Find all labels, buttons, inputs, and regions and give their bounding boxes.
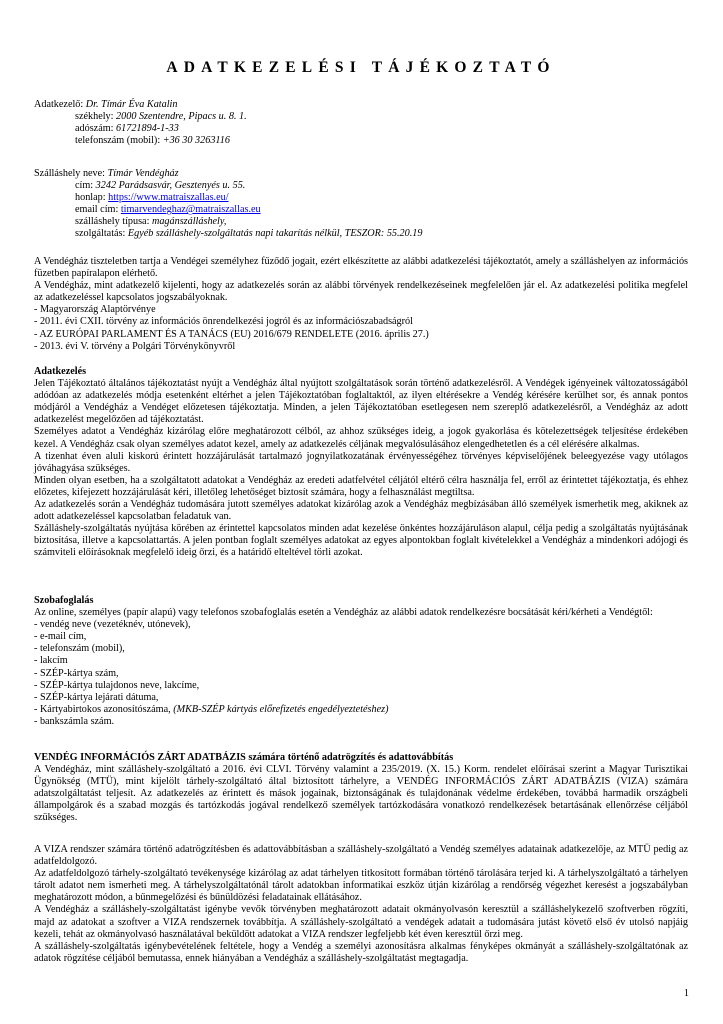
section-viza [34,752,688,825]
section-heading: Szobafoglalás [34,595,94,606]
list-item: - SZÉP-kártya lejárati dátuma, [34,691,159,703]
law-item: - Magyarország Alaptörvénye [34,304,156,316]
list-item: - SZÉP-kártya tulajdonos neve, lakcíme, [34,679,200,691]
list-item: - SZÉP-kártya szám, [34,667,119,679]
list-item: - lakcím [34,655,68,667]
list-item-note: (MKB-SZÉP kártyás előrefizetés engedélyeztetéshez) [173,703,389,715]
tax-label: adószám: [75,123,117,135]
law-item: - AZ EURÓPAI PARLAMENT ÉS A TANÁCS (EU) 2016/679 RENDELETE (2016. április 27.) [34,328,429,340]
section-heading: VENDÉG INFORMÁCIÓS ZÁRT ADATBÁZIS számára történő adatrögzítés és adattovábbítás [34,752,454,763]
paragraph: Jelen Tájékoztató általános tájékoztatást nyújt a Vendégház által nyújtott szolgáltatások során történő adatkezelésről. A Vendégek igényeinek változatosságából adódóan az adatkezelés módja esetenként eltérhet a jelen Tájékoztatóban foglaltaktól, az ilyen eltérésekre a Vendég kérésére kerülhet sor, és annak pontos módjáról a Vendégház a Vendéget előzetesen tájékoztatja. Minden, a jelen Tájékoztatóban esetlegesen nem szereplő adatkezelésről, a Vendégház az adott adatkezelést megelőzően ad tájékoztatást. [34,378,688,426]
paragraph: A tizenhat éven aluli kiskorú érintett hozzájárulását tartalmazó jognyilatkozatának érvényességéhez törvényes képviselőjének beleegyezése vagy utólagos jóváhagyása szükséges. [34,450,688,474]
paragraph: A VIZA rendszer számára történő adatrögzítésben és adattovábbításban a szálláshely-szolgáltató a Vendég személyes adatainak adatkezelője, az MTÜ pedig az adatfeldolgozó. [34,844,688,868]
paragraph: Az online, személyes (papír alapú) vagy telefonos szobafoglalás esetén a Vendégház az alábbi adatok rendelkezésre bocsátását kéri/kérheti a Vendégtől: [34,607,653,619]
lodging-block [34,168,688,241]
service-label: szolgáltatás: [75,228,128,240]
list-item [34,704,688,716]
lodging-name-label: Szálláshely neve: [34,168,108,179]
controller-name: Dr. Tímár Éva Katalin [85,99,178,110]
website-label: honlap: [75,192,109,204]
section-szobafoglalas [34,595,688,728]
page-number: 1 [683,988,689,999]
law-item: - 2013. évi V. törvény a Polgári Törvénykönyvről [34,340,236,352]
paragraph: Minden olyan esetben, ha a szolgáltatott adatokat a Vendégház az eredeti adatfelvétel céljától eltérő célra használja fel, erről az érintettet tájékoztatja, és ehhez előzetes, kifejezett hozzájárulását kéri, illetőleg lehetőséget biztosít számára, hogy a felhasználást megtiltsa. [34,474,688,498]
intro-paragraph-1: A Vendégház tiszteletben tartja a Vendégei személyhez fűződő jogait, ezért elkészítette az alábbi adatkezelési tájékoztatót, amely a szálláshelyen az információs füzetben papíralapon elérhető. [34,256,688,280]
intro-section [34,256,688,353]
website-link[interactable]: https://www.matraiszallas.eu/ [108,192,229,204]
controller-label: Adatkezelő: [34,99,86,110]
paragraph: Az adatkezelés során a Vendégház tudomására jutott személyes adatokat kizárólag azok a Vendégház megbízásában álló személyek ismerhetik meg, akiknek az adott adatkezeléssel kapcsolatban feladatuk van. [34,499,688,523]
tax-value: 61721894-1-33 [116,123,179,135]
paragraph: A Vendégház, mint szálláshely-szolgáltató a 2016. évi CLVI. Törvény valamint a 235/2019. (X. 15.) Korm. rendelet előírásai szerint a Magyar Turisztikai Ügynökség (MTÜ), mint kijelölt tárhely-szolgáltató által biztosított tárhelyre, a VENDÉG INFORMÁCIÓS ZÁRT ADATBÁZIS (VIZA) számára adatszolgáltatást teljesít. Az adatkezelés az érintett és mások jogainak, biztonságának és tulajdonának védelme érdekében, továbbá harmadik országbeli állampolgárok és a szabad mozgás és tartózkodás jogával rendelkező személyek tartózkodására vonatkozó rendelkezések betartásának ellenőrzése céljából szükséges. [34,764,688,824]
section-viza-continued [34,844,688,965]
page-title: ADATKEZELÉSI TÁJÉKOZTATÓ [166,59,556,76]
type-label: szálláshely típusa: [75,216,152,228]
phone-label: telefonszám (mobil): [75,135,163,147]
paragraph: Az adatfeldolgozó tárhely-szolgáltató tevékenysége kizárólag az adat tárhelyen titkosított formában történő tárolására terjed ki. A tárhelyszolgáltató a tárhelyen tárolt adatot nem ismerheti meg. A tárhelyszolgáltatónál tárolt adatokban informatikai eszköz útján kizárólag a rendőrség végezhet keresést a jogszabályban meghatározott módon, a bűnmegelőzési és bűnüldözési feladatainak ellátásához. [34,868,688,904]
phone-value: +36 30 3263116 [162,135,230,147]
email-label: email cím: [75,204,121,216]
list-item: - e-mail cím, [34,631,87,643]
paragraph: A szálláshely-szolgáltatás igénybevételének feltétele, hogy a Vendég a személyi azonosításra alkalmas fényképes okmányát a szálláshely-szolgáltatónak az adatok rögzítése céljából bemutassa, ennek hiányában a Vendégház a szálláshely-szolgáltatást megtagadja. [34,940,688,964]
law-item: - 2011. évi CXII. törvény az információs önrendelkezési jogról és az információszabadságról [34,316,413,328]
list-item: - telefonszám (mobil), [34,643,125,655]
seat-value: 2000 Szentendre, Pipacs u. 8. 1. [116,111,247,123]
list-item-text: - Kártyabirtokos azonosítószáma, [34,703,174,715]
type-value: magánszálláshely, [151,216,227,228]
section-adatkezeles [34,366,688,560]
list-item: - vendég neve (vezetéknév, utónevek), [34,619,191,631]
intro-paragraph-2: A Vendégház, mint adatkezelő kijelenti, hogy az adatkezelés során az alábbi törvények rendelkezéseinek megfelelően jár el. Az adatkezelési politika megfelel az adatkezeléssel kapcsolatos jogszabályoknak. [34,280,688,304]
lodging-name: Tímár Vendégház [107,168,179,179]
section-heading: Adatkezelés [34,366,87,377]
paragraph: A Vendégház a szálláshely-szolgáltatást igénybe vevők törvényben meghatározott adatait okmányolvasón keresztül a szálláshelykezelő szoftverben rögzíti, majd az adatokat a szoftver a VIZA rendszernek továbbítja. A szálláshely-szolgáltató a vendégek adatait a tudomására jutást követő első év utolsó napjáig kezeli, tehát az okmányolvasó használatával beküldött adatokat a VIZA rendszer legfeljebb két éven keresztül őrzi meg. [34,904,688,940]
list-item: - bankszámla szám. [34,715,115,727]
email-link[interactable]: timarvendeghaz@matraiszallas.eu [120,204,261,216]
paragraph: Szálláshely-szolgáltatás nyújtása körében az érintettel kapcsolatos minden adat kezelése önkéntes hozzájáruláson alapul, célja pedig a szolgáltatás nyújtásának biztosítása, illetve a kapcsolattartás. A jelen pontban foglalt személyes adatokat az egyes alpontokban foglalt kivételekkel a Vendégház a mindenkori adójogi és számviteli előírásoknak megfelelő ideig őrzi, és a határidő elteltével törli azokat. [34,523,688,559]
controller-block [34,99,688,147]
service-value: Egyéb szálláshely-szolgáltatás napi takarítás nélkül, TESZOR: 55.20.19 [127,228,423,240]
seat-label: székhely: [75,111,117,123]
paragraph: Személyes adatot a Vendégház kizárólag előre meghatározott célból, az ahhoz szükséges ideig, a jogok gyakorlása és kötelezettségek teljesítése érdekében kezel. A Vendégház csak olyan személyes adatot kezel, amely az adatkezelés céljának megvalósulásához elengedhetetlen és a cél elérésére alkalmas. [34,426,688,450]
address-value: 3242 Parádsasvár, Gesztenyés u. 55. [95,180,246,192]
address-label: cím: [75,180,96,192]
